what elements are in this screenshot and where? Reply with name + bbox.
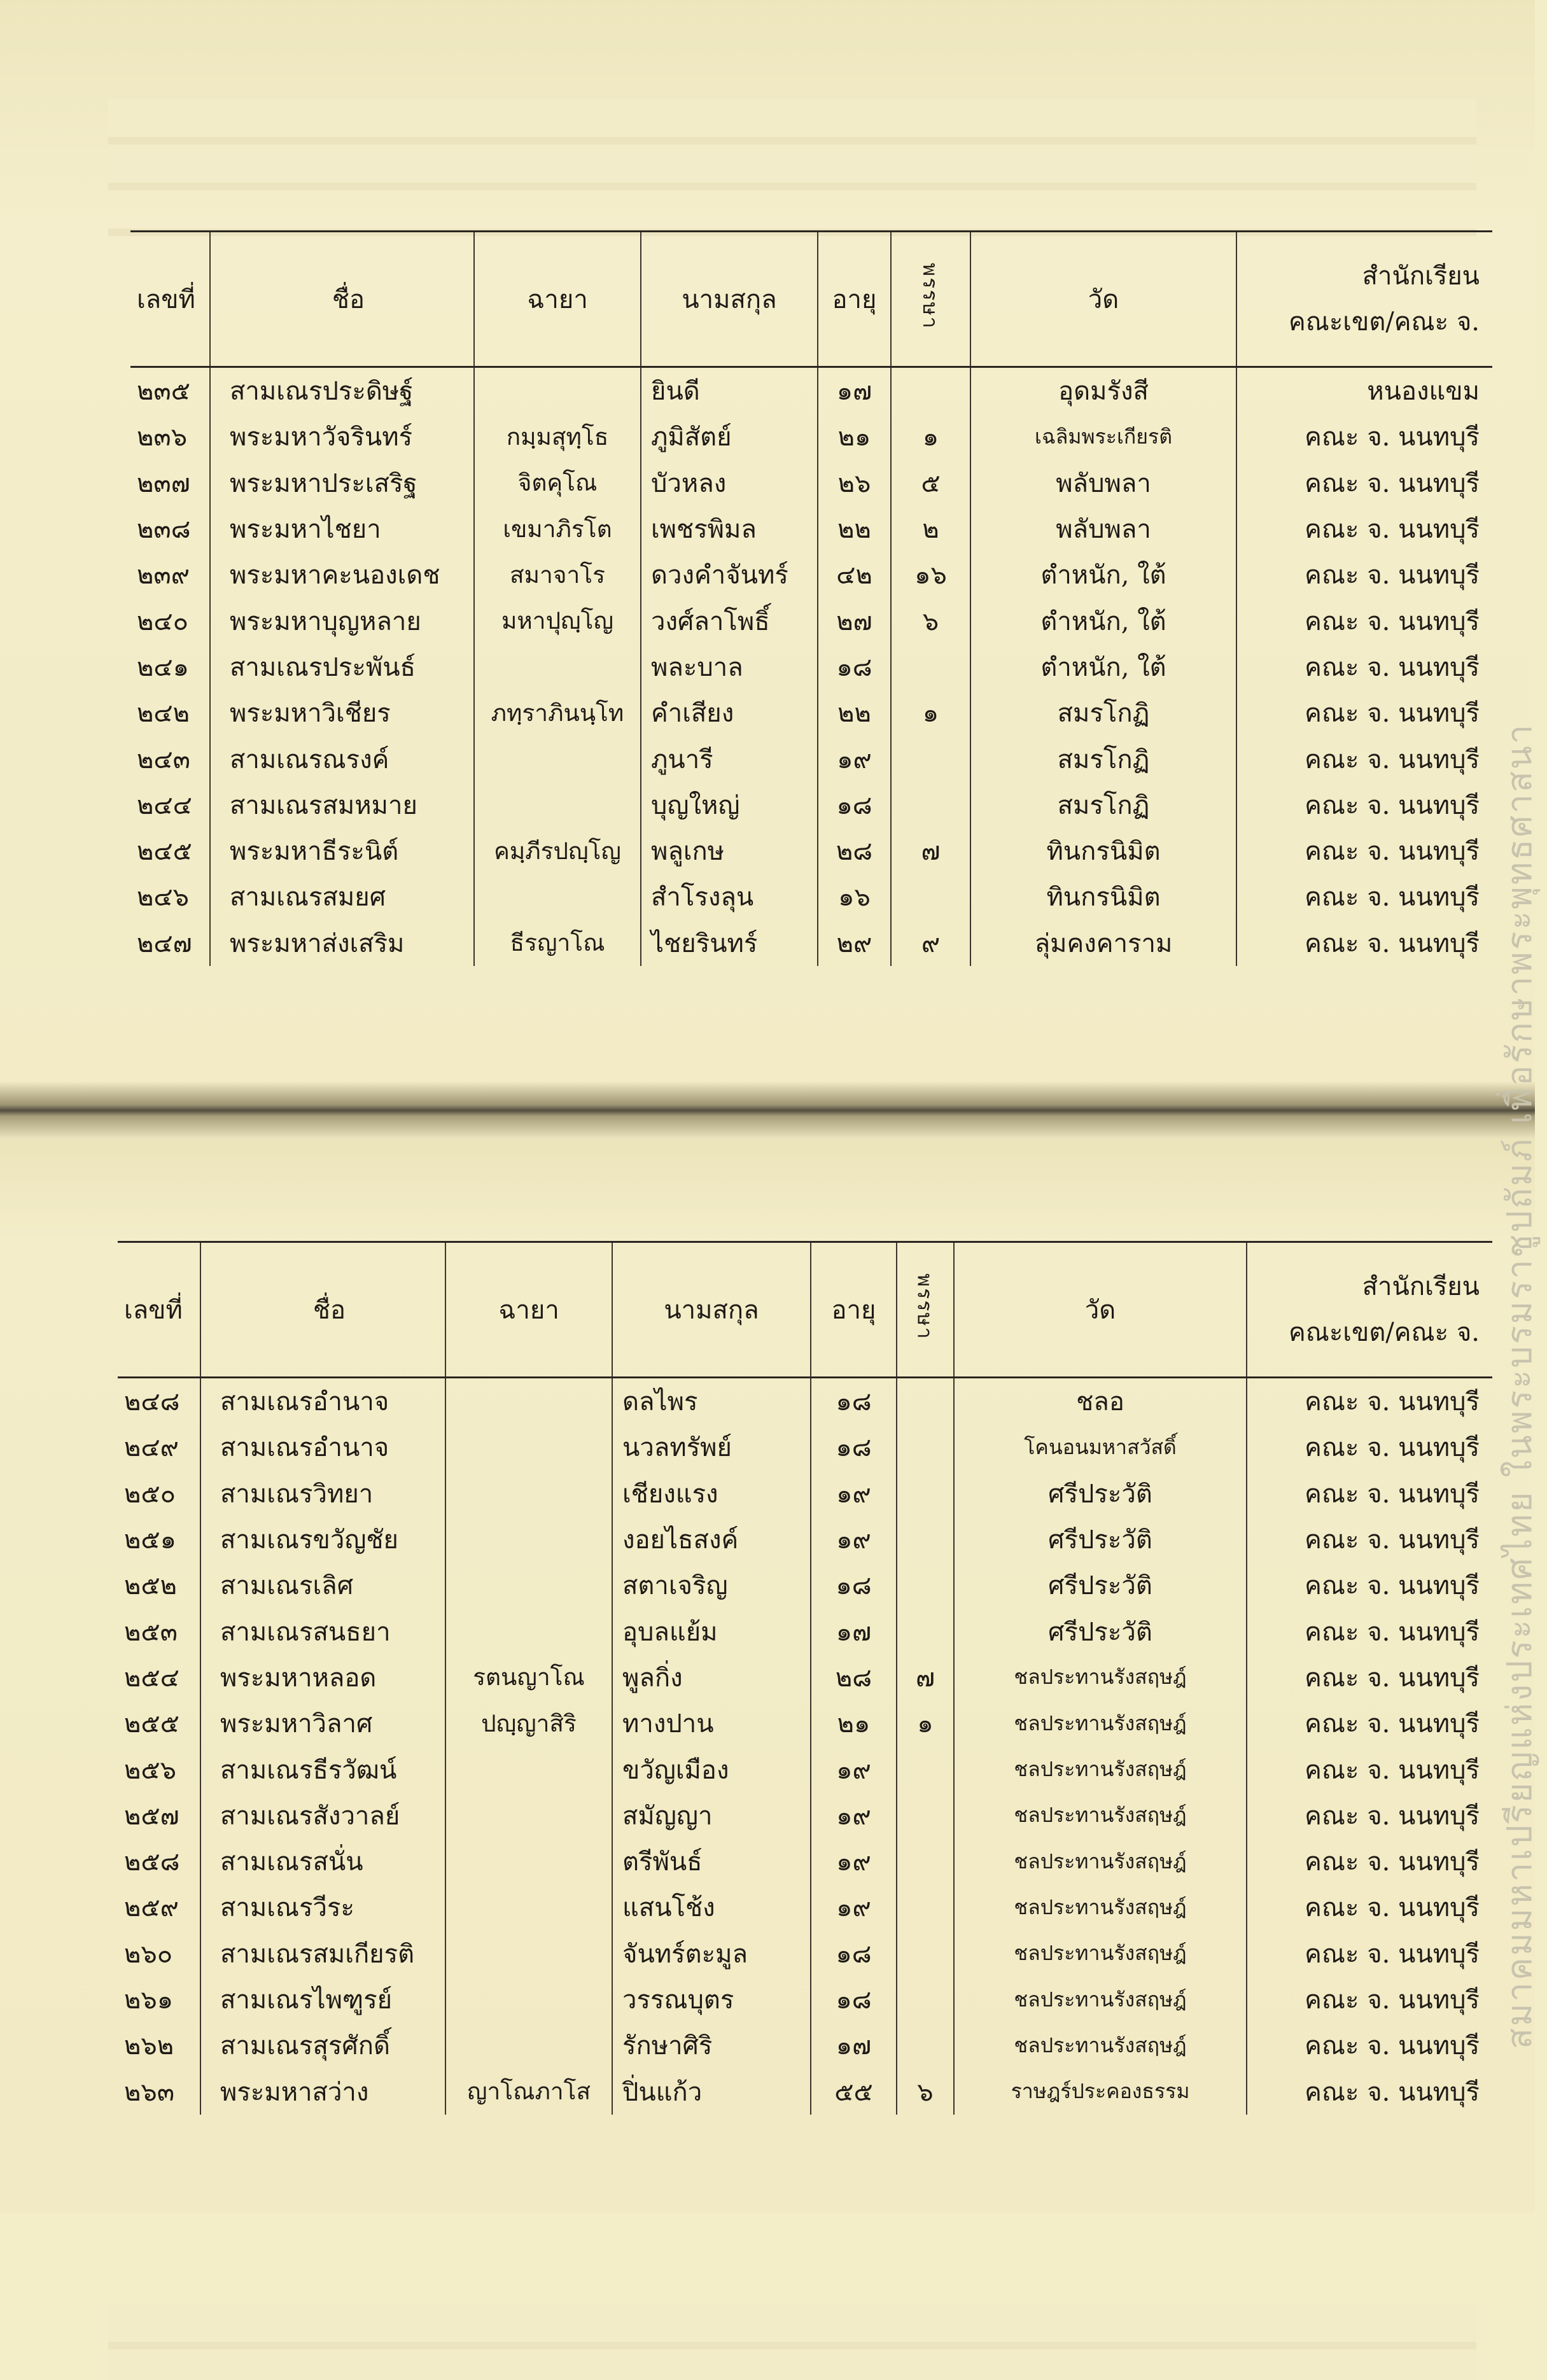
header-wat: วัด [954, 1242, 1247, 1378]
row-phansa [897, 1977, 954, 2022]
row-surname: พูลกิ่ง [612, 1655, 811, 1700]
row-age: ๒๙ [818, 920, 891, 966]
row-name: สามเณรสุรศักดิ์ [200, 2022, 445, 2068]
table-row [118, 1931, 1492, 1977]
row-chaya [474, 367, 641, 414]
row-surname: รักษาศิริ [612, 2022, 811, 2068]
row-number: ๒๖๒ [124, 2031, 174, 2061]
row-office: คณะ จ. นนทบุรี [1236, 506, 1492, 552]
row-number: ๒๖๓ [124, 2077, 175, 2107]
row-number: ๒๖๑ [124, 1985, 174, 2015]
row-number: ๒๔๔ [137, 790, 192, 820]
row-number: ๒๖๐ [124, 1939, 173, 1969]
row-phansa [891, 782, 970, 828]
row-name: พระมหาหลอด [200, 1655, 445, 1700]
row-chaya [445, 1977, 612, 2022]
row-chaya [474, 736, 641, 781]
bottom-ledger-table [118, 1241, 1492, 2115]
row-name: สามเณรธีรวัฒน์ [200, 1746, 445, 1792]
row-wat: สมรโกฏิ [970, 690, 1236, 736]
row-surname: ดลไพร [612, 1378, 811, 1425]
row-wat: สมรโกฏิ [970, 736, 1236, 781]
table-row [130, 460, 1492, 506]
header-office-line1: สำนักเรียน [1362, 1272, 1480, 1301]
row-surname: ยินดี [641, 367, 818, 414]
row-age: ๒๘ [818, 828, 891, 874]
header-wat: วัด [970, 232, 1236, 367]
header-age: อายุ [811, 1242, 897, 1378]
row-wat: ชลประทานรังสฤษฎ์ [954, 2022, 1247, 2068]
row-surname: ภูมิสัตย์ [641, 414, 818, 459]
row-phansa: ๑ [891, 690, 970, 736]
header-office [1236, 232, 1492, 367]
row-age: ๑๙ [811, 1793, 897, 1838]
row-phansa [891, 367, 970, 414]
table-row [130, 828, 1492, 874]
table-row [118, 1700, 1492, 1746]
row-surname: พลูเกษ [641, 828, 818, 874]
row-surname: วงศ์ลาโพธิ์ [641, 598, 818, 643]
row-office: คณะ จ. นนทบุรี [1236, 460, 1492, 506]
header-chaya: ฉายา [474, 232, 641, 367]
row-surname: นวลทรัพย์ [612, 1424, 811, 1470]
row-name: สามเณรสมเกียรติ [200, 1931, 445, 1977]
row-phansa [897, 1424, 954, 1470]
row-name: สามเณรประดิษฐ์ [210, 367, 474, 414]
row-phansa [897, 1931, 954, 1977]
row-age: ๕๕ [811, 2068, 897, 2114]
row-office: คณะ จ. นนทบุรี [1236, 644, 1492, 690]
header-age: อายุ [818, 232, 891, 367]
row-number: ๒๕๕ [124, 1709, 179, 1739]
row-wat: ศรีประวัติ [954, 1608, 1247, 1654]
row-phansa [891, 644, 970, 690]
row-surname: ไชยรินทร์ [641, 920, 818, 966]
row-chaya [445, 1793, 612, 1838]
row-phansa [897, 1884, 954, 1930]
row-chaya: ปญฺญาสิริ [445, 1700, 612, 1746]
table-row [118, 1655, 1492, 1700]
row-wat: ชลประทานรังสฤษฎ์ [954, 1655, 1247, 1700]
table-row [130, 920, 1492, 966]
row-wat: ตำหนัก, ใต้ [970, 644, 1236, 690]
row-number: ๒๕๙ [124, 1893, 179, 1923]
row-number: ๒๕๒ [124, 1571, 178, 1601]
table-row [130, 782, 1492, 828]
row-wat: ชลอ [954, 1378, 1247, 1425]
row-name: พระมหาไชยา [210, 506, 474, 552]
row-surname: ภูนารี [641, 736, 818, 781]
row-office: คณะ จ. นนทบุรี [1236, 920, 1492, 966]
row-name: สามเณรไพฑูรย์ [200, 1977, 445, 2022]
table-row [130, 367, 1492, 414]
row-number: ๒๓๖ [137, 423, 188, 452]
row-phansa: ๑ [891, 414, 970, 459]
row-office: คณะ จ. นนทบุรี [1236, 736, 1492, 781]
row-age: ๑๗ [818, 367, 891, 414]
row-number: ๒๔๖ [137, 883, 190, 913]
row-office: คณะ จ. นนทบุรี [1247, 2022, 1492, 2068]
row-phansa [897, 1608, 954, 1654]
table-row [130, 414, 1492, 459]
row-surname: ปิ่นแก้ว [612, 2068, 811, 2114]
vertical-watermark: สมาคมมหาเปรียญแห่งประเทศไทย ในพระบรมราชูปถัมภ์ เพื่อรักษาพระพุทธศาสนา [1499, 722, 1539, 2049]
row-number: ๒๕๑ [124, 1525, 177, 1555]
header-name: ชื่อ [210, 232, 474, 367]
row-chaya [445, 1378, 612, 1425]
row-wat: ศรีประวัติ [954, 1471, 1247, 1516]
row-chaya [445, 1884, 612, 1930]
table-header-row [130, 232, 1492, 367]
header-phansa-label: พรรษา [918, 262, 942, 330]
table-row [130, 644, 1492, 690]
row-office: คณะ จ. นนทบุรี [1247, 2068, 1492, 2114]
row-name: พระมหาวัจรินทร์ [210, 414, 474, 459]
header-phansa [891, 232, 970, 367]
row-age: ๑๙ [811, 1884, 897, 1930]
row-office: คณะ จ. นนทบุรี [1236, 598, 1492, 643]
table-row [118, 1516, 1492, 1562]
row-name: พระมหาประเสริฐ [210, 460, 474, 506]
row-age: ๒๘ [811, 1655, 897, 1700]
row-office: คณะ จ. นนทบุรี [1247, 1838, 1492, 1884]
row-office: หนองแขม [1236, 367, 1492, 414]
row-name: พระมหาส่งเสริม [210, 920, 474, 966]
row-name: พระมหาบุญหลาย [210, 598, 474, 643]
row-chaya [474, 874, 641, 920]
row-surname: เชียงแรง [612, 1471, 811, 1516]
table-row [118, 1471, 1492, 1516]
row-chaya [445, 1838, 612, 1884]
row-office: คณะ จ. นนทบุรี [1247, 1746, 1492, 1792]
row-number: ๒๓๙ [137, 561, 190, 591]
row-office: คณะ จ. นนทบุรี [1247, 1471, 1492, 1516]
row-name: สามเณรสังวาลย์ [200, 1793, 445, 1838]
row-phansa [891, 874, 970, 920]
row-wat: พลับพลา [970, 506, 1236, 552]
row-chaya [445, 2022, 612, 2068]
row-number: ๒๔๗ [137, 928, 192, 958]
row-name: สามเณรสมหมาย [210, 782, 474, 828]
row-number: ๒๓๘ [137, 515, 191, 545]
table-row [118, 1746, 1492, 1792]
row-office: คณะ จ. นนทบุรี [1247, 1655, 1492, 1700]
row-chaya: กมฺมสุทฺโธ [474, 414, 641, 459]
row-chaya: ธีรญาโณ [474, 920, 641, 966]
row-wat: ชลประทานรังสฤษฎ์ [954, 1700, 1247, 1746]
row-chaya: รตนญาโณ [445, 1655, 612, 1700]
row-phansa [891, 736, 970, 781]
row-name: สามเณรอำนาจ [200, 1424, 445, 1470]
row-age: ๑๗ [811, 2022, 897, 2068]
row-phansa: ๖ [891, 598, 970, 643]
row-office: คณะ จ. นนทบุรี [1236, 690, 1492, 736]
row-phansa: ๗ [891, 828, 970, 874]
row-name: สามเณรวิทยา [200, 1471, 445, 1516]
header-phansa-label: พรรษา [913, 1273, 937, 1340]
row-phansa [897, 1516, 954, 1562]
table-row [130, 598, 1492, 643]
row-number: ๒๔๘ [124, 1387, 180, 1417]
row-wat: ราษฎร์ประคองธรรม [954, 2068, 1247, 2114]
row-phansa [897, 1562, 954, 1608]
row-office: คณะ จ. นนทบุรี [1247, 1793, 1492, 1838]
row-surname: ตรีพันธ์ [612, 1838, 811, 1884]
row-chaya [445, 1608, 612, 1654]
table-row [130, 690, 1492, 736]
row-office: คณะ จ. นนทบุรี [1247, 1931, 1492, 1977]
row-surname: แสนโช้ง [612, 1884, 811, 1930]
row-name: สามเณรอำนาจ [200, 1378, 445, 1425]
row-phansa: ๑๖ [891, 552, 970, 598]
row-number: ๒๔๑ [137, 652, 190, 682]
row-surname: วรรณบุตร [612, 1977, 811, 2022]
row-office: คณะ จ. นนทบุรี [1247, 1700, 1492, 1746]
row-number: ๒๔๙ [124, 1433, 179, 1463]
row-phansa [897, 1838, 954, 1884]
row-office: คณะ จ. นนทบุรี [1236, 414, 1492, 459]
row-surname: อุบลแย้ม [612, 1608, 811, 1654]
row-number: ๒๔๐ [137, 606, 189, 636]
row-surname: บัวหลง [641, 460, 818, 506]
table-row [118, 1977, 1492, 2022]
row-surname: สตาเจริญ [612, 1562, 811, 1608]
table-header-row [118, 1242, 1492, 1378]
row-chaya: เขมาภิรโต [474, 506, 641, 552]
row-age: ๑๙ [811, 1516, 897, 1562]
row-chaya [445, 1746, 612, 1792]
header-office-line1: สำนักเรียน [1362, 262, 1480, 291]
row-chaya: จิตคุโณ [474, 460, 641, 506]
row-surname: บุญใหญ่ [641, 782, 818, 828]
row-number: ๒๔๓ [137, 745, 190, 774]
header-no: เลขที่ [130, 232, 210, 367]
header-surname: นามสกุล [641, 232, 818, 367]
row-number: ๒๕๓ [124, 1617, 178, 1647]
row-phansa: ๗ [897, 1655, 954, 1700]
row-name: สามเณรขวัญชัย [200, 1516, 445, 1562]
header-office-line2: คณะเขต/คณะ จ. [1288, 1318, 1480, 1347]
row-age: ๔๒ [818, 552, 891, 598]
row-age: ๑๖ [818, 874, 891, 920]
row-chaya: คมฺภีรปญฺโญ [474, 828, 641, 874]
row-wat: ศรีประวัติ [954, 1516, 1247, 1562]
row-chaya: ญาโณภาโส [445, 2068, 612, 2114]
top-ledger-table [130, 230, 1492, 966]
row-phansa: ๑ [897, 1700, 954, 1746]
row-office: คณะ จ. นนทบุรี [1236, 874, 1492, 920]
row-phansa [897, 1793, 954, 1838]
table-row [130, 874, 1492, 920]
header-phansa [897, 1242, 954, 1378]
row-age: ๑๘ [811, 1424, 897, 1470]
row-wat: โคนอนมหาสวัสดิ์ [954, 1424, 1247, 1470]
row-name: สามเณรสนธยา [200, 1608, 445, 1654]
row-phansa: ๙ [891, 920, 970, 966]
row-surname: สมัญญา [612, 1793, 811, 1838]
row-chaya [445, 1471, 612, 1516]
row-name: พระมหาธีระนิต์ [210, 828, 474, 874]
row-name: พระมหาสว่าง [200, 2068, 445, 2114]
row-office: คณะ จ. นนทบุรี [1236, 552, 1492, 598]
row-wat: ศรีประวัติ [954, 1562, 1247, 1608]
header-no: เลขที่ [118, 1242, 200, 1378]
row-wat: ทินกรนิมิต [970, 874, 1236, 920]
row-wat: ชลประทานรังสฤษฎ์ [954, 1793, 1247, 1838]
row-surname: เพชรพิมล [641, 506, 818, 552]
row-chaya [474, 782, 641, 828]
table-row [118, 1793, 1492, 1838]
row-wat: ทินกรนิมิต [970, 828, 1236, 874]
row-age: ๑๘ [811, 1977, 897, 2022]
row-chaya: มหาปุญฺโญ [474, 598, 641, 643]
table-row [118, 1884, 1492, 1930]
row-office: คณะ จ. นนทบุรี [1247, 1424, 1492, 1470]
row-chaya [445, 1424, 612, 1470]
bleed-through [108, 2304, 1476, 2380]
row-chaya [445, 1516, 612, 1562]
row-name: สามเณรสนั่น [200, 1838, 445, 1884]
row-office: คณะ จ. นนทบุรี [1247, 1562, 1492, 1608]
row-age: ๑๘ [818, 782, 891, 828]
row-surname: ขวัญเมือง [612, 1746, 811, 1792]
row-wat: ชลประทานรังสฤษฎ์ [954, 1884, 1247, 1930]
row-name: สามเณรเลิศ [200, 1562, 445, 1608]
row-number: ๒๓๕ [137, 377, 190, 407]
row-age: ๑๘ [818, 644, 891, 690]
row-chaya: ภทฺราภินนฺโท [474, 690, 641, 736]
row-phansa: ๕ [891, 460, 970, 506]
row-surname: งอยไธสงค์ [612, 1516, 811, 1562]
row-wat: ตำหนัก, ใต้ [970, 598, 1236, 643]
row-age: ๒๑ [811, 1700, 897, 1746]
row-wat: ตำหนัก, ใต้ [970, 552, 1236, 598]
row-wat: ชลประทานรังสฤษฎ์ [954, 1746, 1247, 1792]
row-age: ๑๙ [811, 1838, 897, 1884]
row-name: สามเณรณรงค์ [210, 736, 474, 781]
row-age: ๑๗ [811, 1608, 897, 1654]
table-row [118, 2022, 1492, 2068]
row-name: พระมหาวิลาศ [200, 1700, 445, 1746]
row-wat: ชลประทานรังสฤษฎ์ [954, 1931, 1247, 1977]
table-row [118, 2068, 1492, 2114]
row-number: ๒๔๒ [137, 699, 190, 729]
row-age: ๒๒ [818, 690, 891, 736]
row-number: ๒๕๐ [124, 1479, 176, 1509]
row-chaya [445, 1931, 612, 1977]
row-name: สามเณรวีระ [200, 1884, 445, 1930]
row-number: ๒๕๔ [124, 1663, 179, 1693]
row-age: ๑๘ [811, 1378, 897, 1425]
row-wat: พลับพลา [970, 460, 1236, 506]
row-number: ๒๔๕ [137, 837, 192, 867]
row-surname: พละบาล [641, 644, 818, 690]
row-surname: ดวงคำจันทร์ [641, 552, 818, 598]
row-chaya [474, 644, 641, 690]
table-row [118, 1838, 1492, 1884]
row-age: ๑๙ [811, 1746, 897, 1792]
row-phansa [897, 2022, 954, 2068]
row-age: ๒๗ [818, 598, 891, 643]
row-office: คณะ จ. นนทบุรี [1247, 1884, 1492, 1930]
row-chaya: สมาจาโร [474, 552, 641, 598]
header-surname: นามสกุล [612, 1242, 811, 1378]
row-name: พระมหาวิเชียร [210, 690, 474, 736]
table-row [118, 1562, 1492, 1608]
table-row [130, 736, 1492, 781]
row-office: คณะ จ. นนทบุรี [1247, 1516, 1492, 1562]
row-surname: จันทร์ตะมูล [612, 1931, 811, 1977]
row-office: คณะ จ. นนทบุรี [1236, 828, 1492, 874]
header-chaya: ฉายา [445, 1242, 612, 1378]
table-row [118, 1608, 1492, 1654]
row-age: ๒๑ [818, 414, 891, 459]
row-wat: เฉลิมพระเกียรติ [970, 414, 1236, 459]
row-age: ๒๒ [818, 506, 891, 552]
row-number: ๒๕๘ [124, 1847, 180, 1877]
row-wat: สมรโกฏิ [970, 782, 1236, 828]
row-phansa: ๒ [891, 506, 970, 552]
row-number: ๒๓๗ [137, 468, 190, 498]
row-name: พระมหาคะนองเดช [210, 552, 474, 598]
row-number: ๒๕๗ [124, 1801, 179, 1831]
row-wat: อุดมรังสี [970, 367, 1236, 414]
table-row [118, 1424, 1492, 1470]
table-row [130, 552, 1492, 598]
header-office [1247, 1242, 1492, 1378]
row-wat: ชลประทานรังสฤษฎ์ [954, 1977, 1247, 2022]
bottom-table-body [118, 1378, 1492, 2115]
row-chaya [445, 1562, 612, 1608]
row-phansa [897, 1471, 954, 1516]
row-wat: ชลประทานรังสฤษฎ์ [954, 1838, 1247, 1884]
table-row [130, 506, 1492, 552]
row-age: ๑๘ [811, 1562, 897, 1608]
row-surname: คำเสียง [641, 690, 818, 736]
row-number: ๒๕๖ [124, 1755, 177, 1785]
row-office: คณะ จ. นนทบุรี [1247, 1378, 1492, 1425]
top-table-body [130, 367, 1492, 966]
book-gutter [0, 1082, 1535, 1139]
row-office: คณะ จ. นนทบุรี [1236, 782, 1492, 828]
row-age: ๒๖ [818, 460, 891, 506]
row-phansa: ๖ [897, 2068, 954, 2114]
row-office: คณะ จ. นนทบุรี [1247, 1608, 1492, 1654]
header-office-line2: คณะเขต/คณะ จ. [1288, 307, 1480, 337]
row-wat: ลุ่มคงคาราม [970, 920, 1236, 966]
row-age: ๑๙ [818, 736, 891, 781]
row-name: สามเณรสมยศ [210, 874, 474, 920]
row-age: ๑๘ [811, 1931, 897, 1977]
row-age: ๑๙ [811, 1471, 897, 1516]
row-surname: ทางปาน [612, 1700, 811, 1746]
header-name: ชื่อ [200, 1242, 445, 1378]
row-office: คณะ จ. นนทบุรี [1247, 1977, 1492, 2022]
table-row [118, 1378, 1492, 1425]
row-phansa [897, 1378, 954, 1425]
row-surname: สำโรงลุน [641, 874, 818, 920]
row-name: สามเณรประพันธ์ [210, 644, 474, 690]
row-phansa [897, 1746, 954, 1792]
